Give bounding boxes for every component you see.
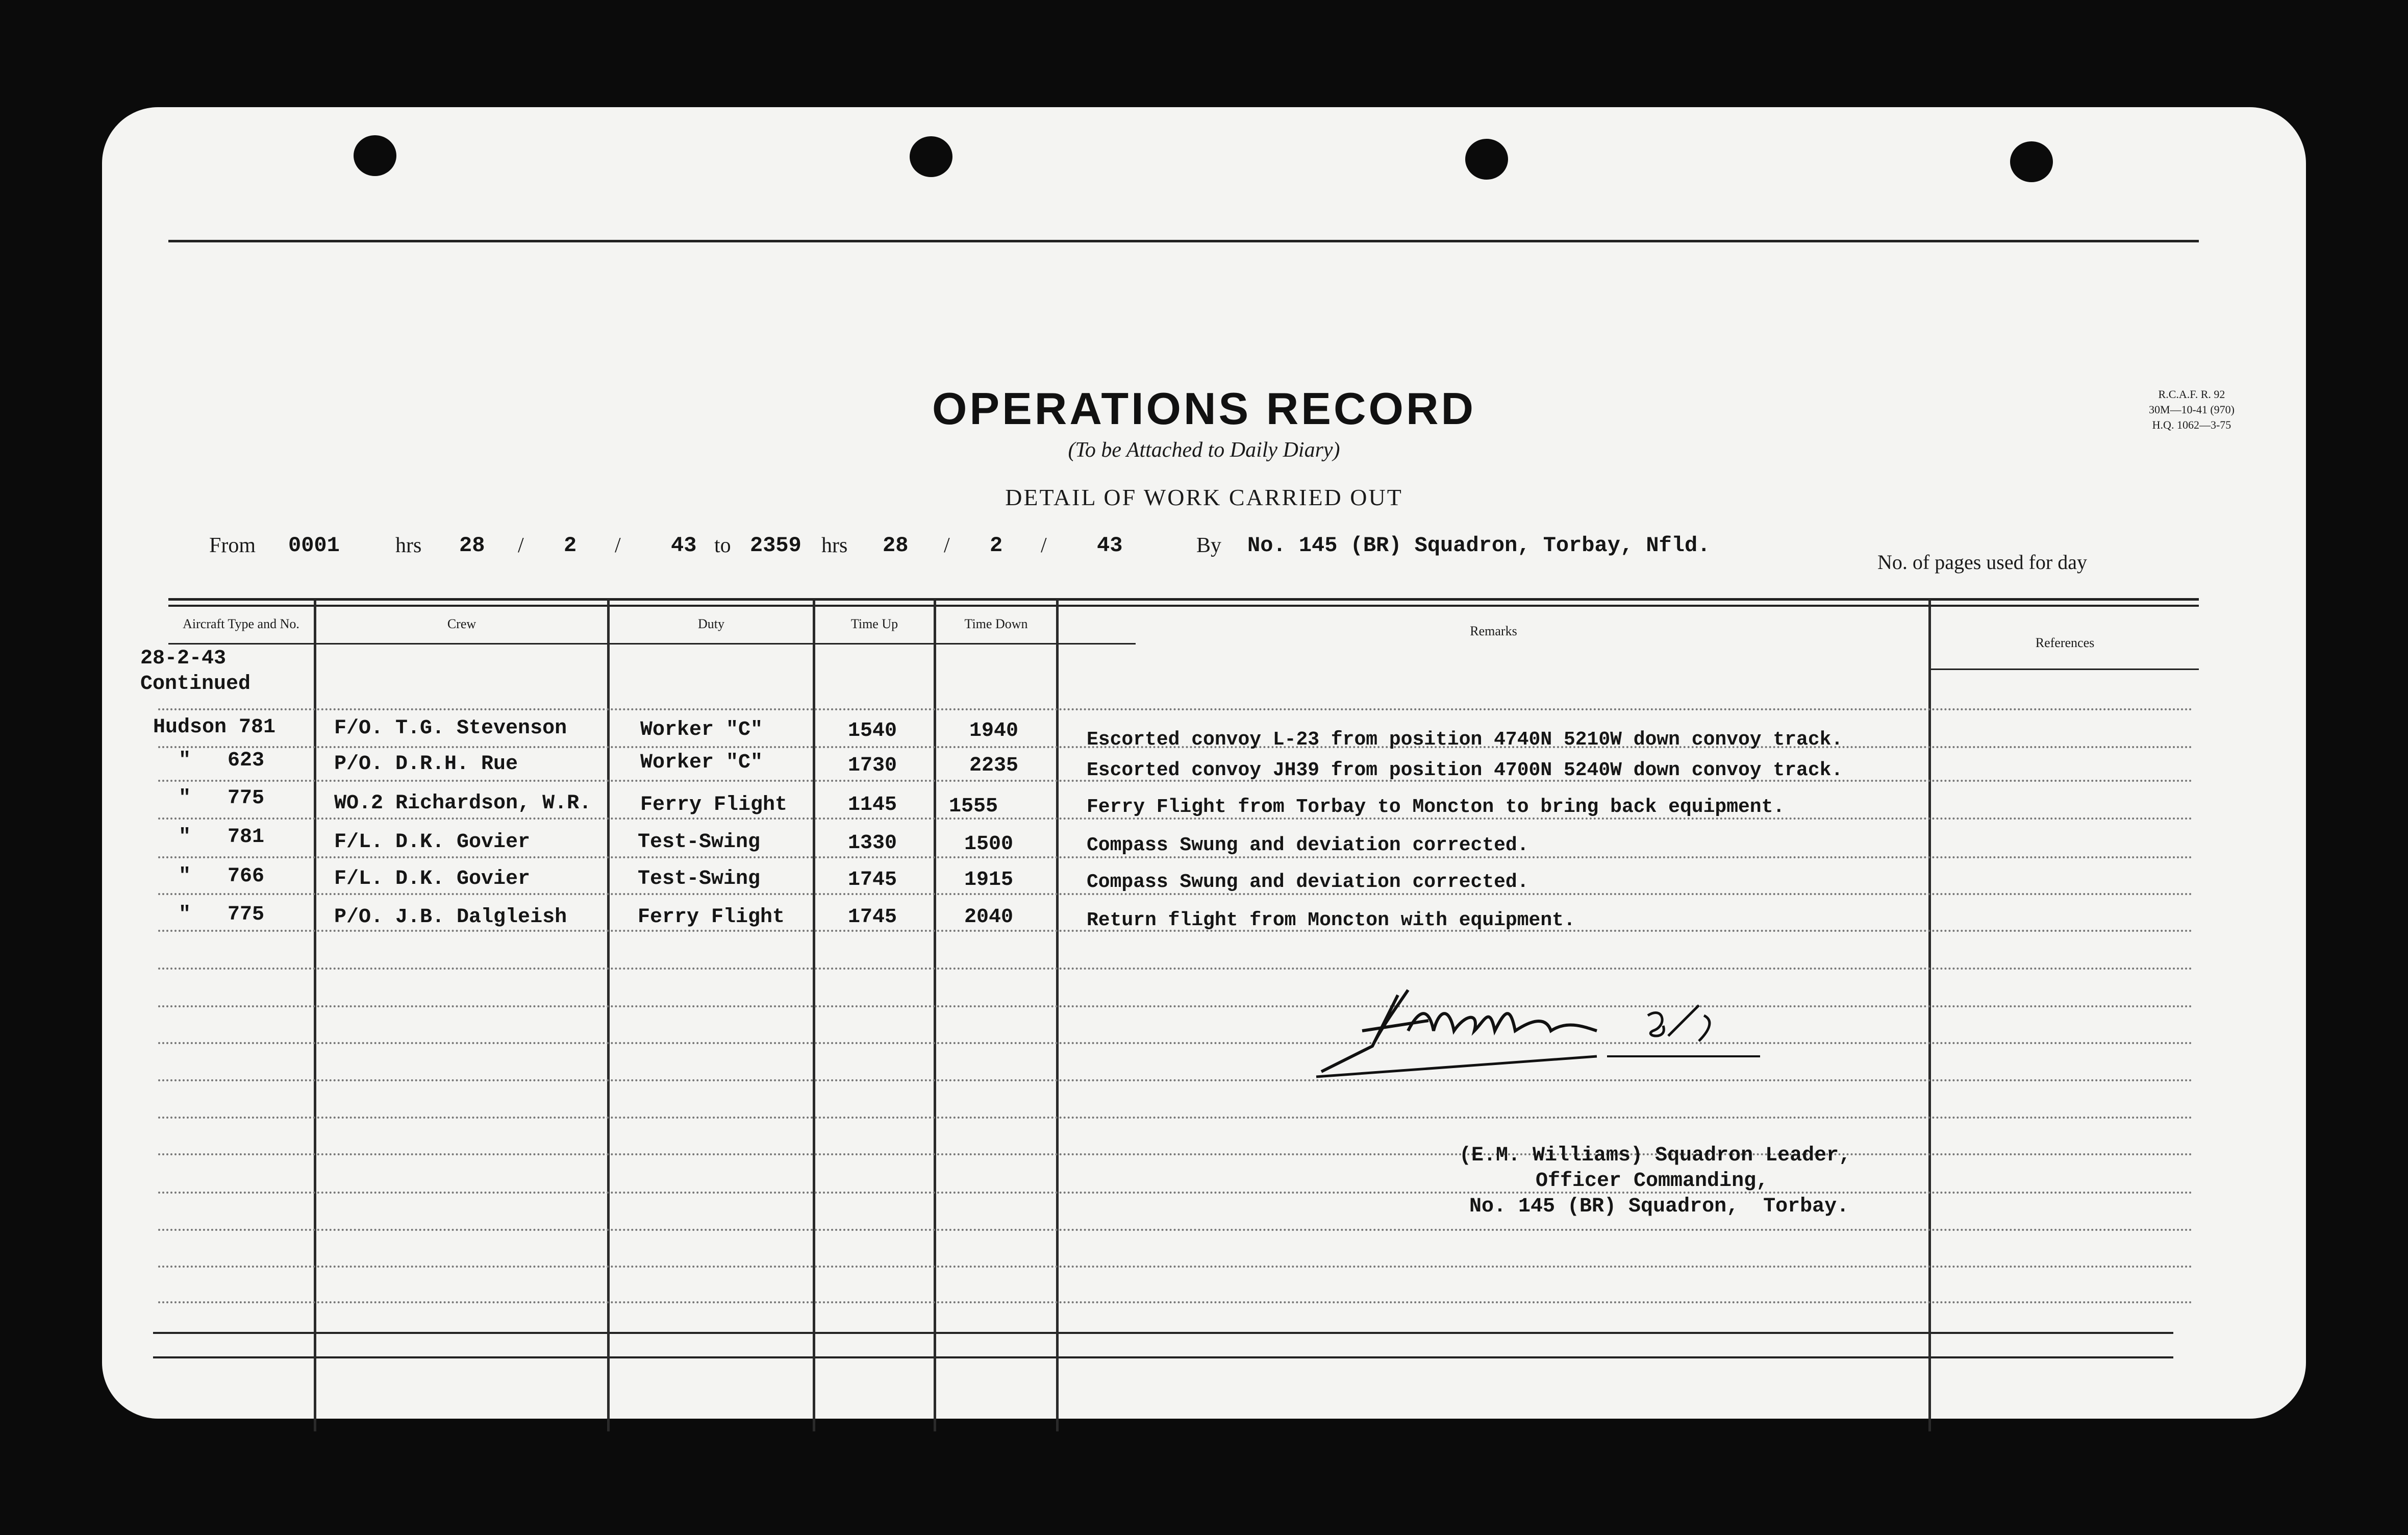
row-rule: [158, 1042, 2194, 1044]
duty-cell: Test-Swing: [638, 831, 761, 854]
punch-hole: [354, 135, 396, 176]
punch-hole: [1465, 139, 1508, 180]
from-day: 28: [459, 533, 485, 558]
row-rule: [158, 968, 2194, 970]
detail-heading: DETAIL OF WORK CARRIED OUT: [1005, 484, 1403, 510]
page-subtitle: (To be Attached to Daily Diary): [1068, 438, 1340, 462]
table-bottom-rule-2: [153, 1356, 2173, 1358]
handwritten-signature: [1311, 975, 1770, 1082]
time-up-cell: 1540: [848, 720, 897, 742]
row-rule: [158, 1192, 2194, 1194]
remarks-cell: Compass Swung and deviation corrected.: [1087, 871, 1529, 893]
aircraft-cell: " 766: [179, 865, 265, 888]
column-header-time-down: Time Down: [964, 616, 1028, 631]
row-rule: [158, 1301, 2194, 1303]
column-header-references: References: [2035, 635, 2095, 650]
table-top-rule-2: [168, 605, 2199, 607]
column-divider: [1056, 600, 1059, 1431]
column-header-duty: Duty: [698, 616, 724, 631]
column-divider: [1928, 600, 1931, 1431]
crew-cell: P/O. D.R.H. Rue: [334, 753, 518, 776]
row-rule: [158, 708, 2194, 710]
row-rule: [158, 856, 2194, 858]
remarks-cell: Return flight from Moncton with equipment.: [1087, 909, 1575, 931]
column-header-time-up: Time Up: [850, 616, 898, 631]
row-rule: [158, 1079, 2194, 1081]
remarks-cell: Compass Swung and deviation corrected.: [1087, 834, 1529, 856]
column-header-crew: Crew: [447, 616, 476, 631]
to-day: 28: [883, 533, 909, 558]
duty-cell: Worker "C": [640, 751, 763, 774]
time-up-cell: 1330: [848, 832, 897, 855]
references-header-rule: [1928, 669, 2199, 670]
column-divider: [934, 600, 936, 1431]
crew-cell: F/O. T.G. Stevenson: [334, 717, 567, 740]
page-title: OPERATIONS RECORD: [932, 383, 1476, 434]
crew-cell: P/O. J.B. Dalgleish: [334, 906, 567, 929]
punch-hole: [910, 136, 952, 177]
to-time: 2359: [750, 533, 801, 558]
from-month: 2: [564, 533, 577, 558]
date-note: 28-2-43: [140, 647, 227, 670]
from-year: 43: [671, 533, 697, 558]
row-rule: [158, 893, 2194, 895]
form-reference: R.C.A.F. R. 92 30M—10-41 (970) H.Q. 1062—3-75: [2148, 388, 2235, 431]
to-month: 2: [990, 533, 1003, 558]
table-top-rule: [168, 598, 2199, 601]
signature-block: [1459, 1143, 1851, 1220]
row-rule: [158, 1005, 2194, 1007]
time-down-cell: 1915: [964, 869, 1014, 892]
column-header-aircraft: Aircraft Type and No.: [183, 616, 299, 631]
crew-cell: WO.2 Richardson, W.R.: [334, 792, 592, 815]
column-divider: [813, 600, 815, 1431]
time-up-cell: 1745: [848, 869, 897, 892]
remarks-cell: Escorted convoy JH39 from position 4700N 5240W down convoy track.: [1087, 759, 1843, 781]
remarks-cell: Ferry Flight from Torbay to Moncton to bring back equipment.: [1087, 796, 1785, 818]
aircraft-cell: " 781: [179, 826, 265, 849]
top-rule: [168, 240, 2199, 242]
row-rule: [158, 1153, 2194, 1155]
time-up-cell: 1745: [848, 906, 897, 929]
signature-line-title: Officer Commanding,: [1536, 1170, 1769, 1193]
column-header-remarks: Remarks: [1470, 624, 1517, 638]
punch-hole: [2010, 141, 2053, 182]
time-up-cell: 1730: [848, 754, 897, 777]
table-bottom-rule: [153, 1332, 2173, 1334]
squadron-name: No. 145 (BR) Squadron, Torbay, Nfld.: [1247, 533, 1711, 558]
duty-cell: Test-Swing: [638, 868, 761, 890]
time-down-cell: 2235: [969, 754, 1019, 777]
time-down-cell: 2040: [964, 906, 1014, 929]
column-divider: [314, 600, 316, 1431]
crew-cell: F/L. D.K. Govier: [334, 831, 531, 854]
duty-cell: Ferry Flight: [638, 906, 785, 929]
pages-used-label: No. of pages used for day: [1877, 551, 2087, 574]
signature-line-squadron: No. 145 (BR) Squadron, Torbay.: [1469, 1195, 1849, 1218]
to-year: 43: [1097, 533, 1123, 558]
row-rule: [158, 1266, 2194, 1268]
time-up-cell: 1145: [848, 794, 897, 816]
crew-cell: F/L. D.K. Govier: [334, 868, 531, 890]
aircraft-cell: " 623: [179, 749, 265, 772]
duty-cell: Worker "C": [640, 719, 763, 741]
time-down-cell: 1555: [949, 795, 998, 818]
aircraft-cell: " 775: [179, 903, 265, 926]
time-down-cell: 1500: [964, 833, 1014, 856]
row-rule: [158, 1229, 2194, 1231]
remarks-cell: Escorted convoy L-23 from position 4740N 5210W down convoy track.: [1087, 729, 1843, 751]
time-down-cell: 1940: [969, 720, 1019, 742]
operations-record-card: OPERATIONS RECORD (To be Attached to Daily Diary) DETAIL OF WORK CARRIED OUT R.C.A.F. R. 92 30M—10-41 (970) H.Q. 1062—3-75 From 0001 hrs 28 / 2 / 43 to 2359 hrs 28 / 2 / 43 By No. 145 (BR) Squadron, Torbay, Nfld. No. of pages used for day Aircraft Type and No. Crew Duty Time Up Time Down Remarks References 28-2-43 Continued Hudson 781 F/O. T.G. Stevenson Worker "C" 1540 1940 Escorted convoy L-23 from position 4740N 5210W down convoy track. " 623 P/O. D.R.H. Rue Worker "C" 1730 2235 Escorted convoy JH39 from position 4700N 5240W down convoy track. " 775 WO.2 Richardson, W.R. Ferry Flight 1145 1555 Ferry Flight from Torbay to Moncton to bring back equipment. " 781 F/L. D.K. Govier Test-Swing 1330 1500 Compass Swung and deviation corrected. " 766 F/L. D.K. Govier Test-Swing 1745 1915 Compass Swung and deviation corrected. " 775 P/O. J.B. Dalgleish Ferry Flight 1745 2040 Return flight from Moncton with equipment. (E.M. Williams) Squadron Leader, Officer Commanding, No. 145 (BR) Squadron, Torbay.: [102, 107, 2306, 1419]
signature-line-name: (E.M. Williams) Squadron Leader,: [1459, 1144, 1851, 1167]
date-note-continued: Continued: [140, 673, 251, 696]
aircraft-cell: " 775: [179, 787, 265, 810]
column-divider: [607, 600, 610, 1431]
row-rule: [158, 1117, 2194, 1119]
from-time: 0001: [288, 533, 340, 558]
aircraft-cell: Hudson 781: [153, 716, 276, 739]
duty-cell: Ferry Flight: [640, 794, 788, 816]
